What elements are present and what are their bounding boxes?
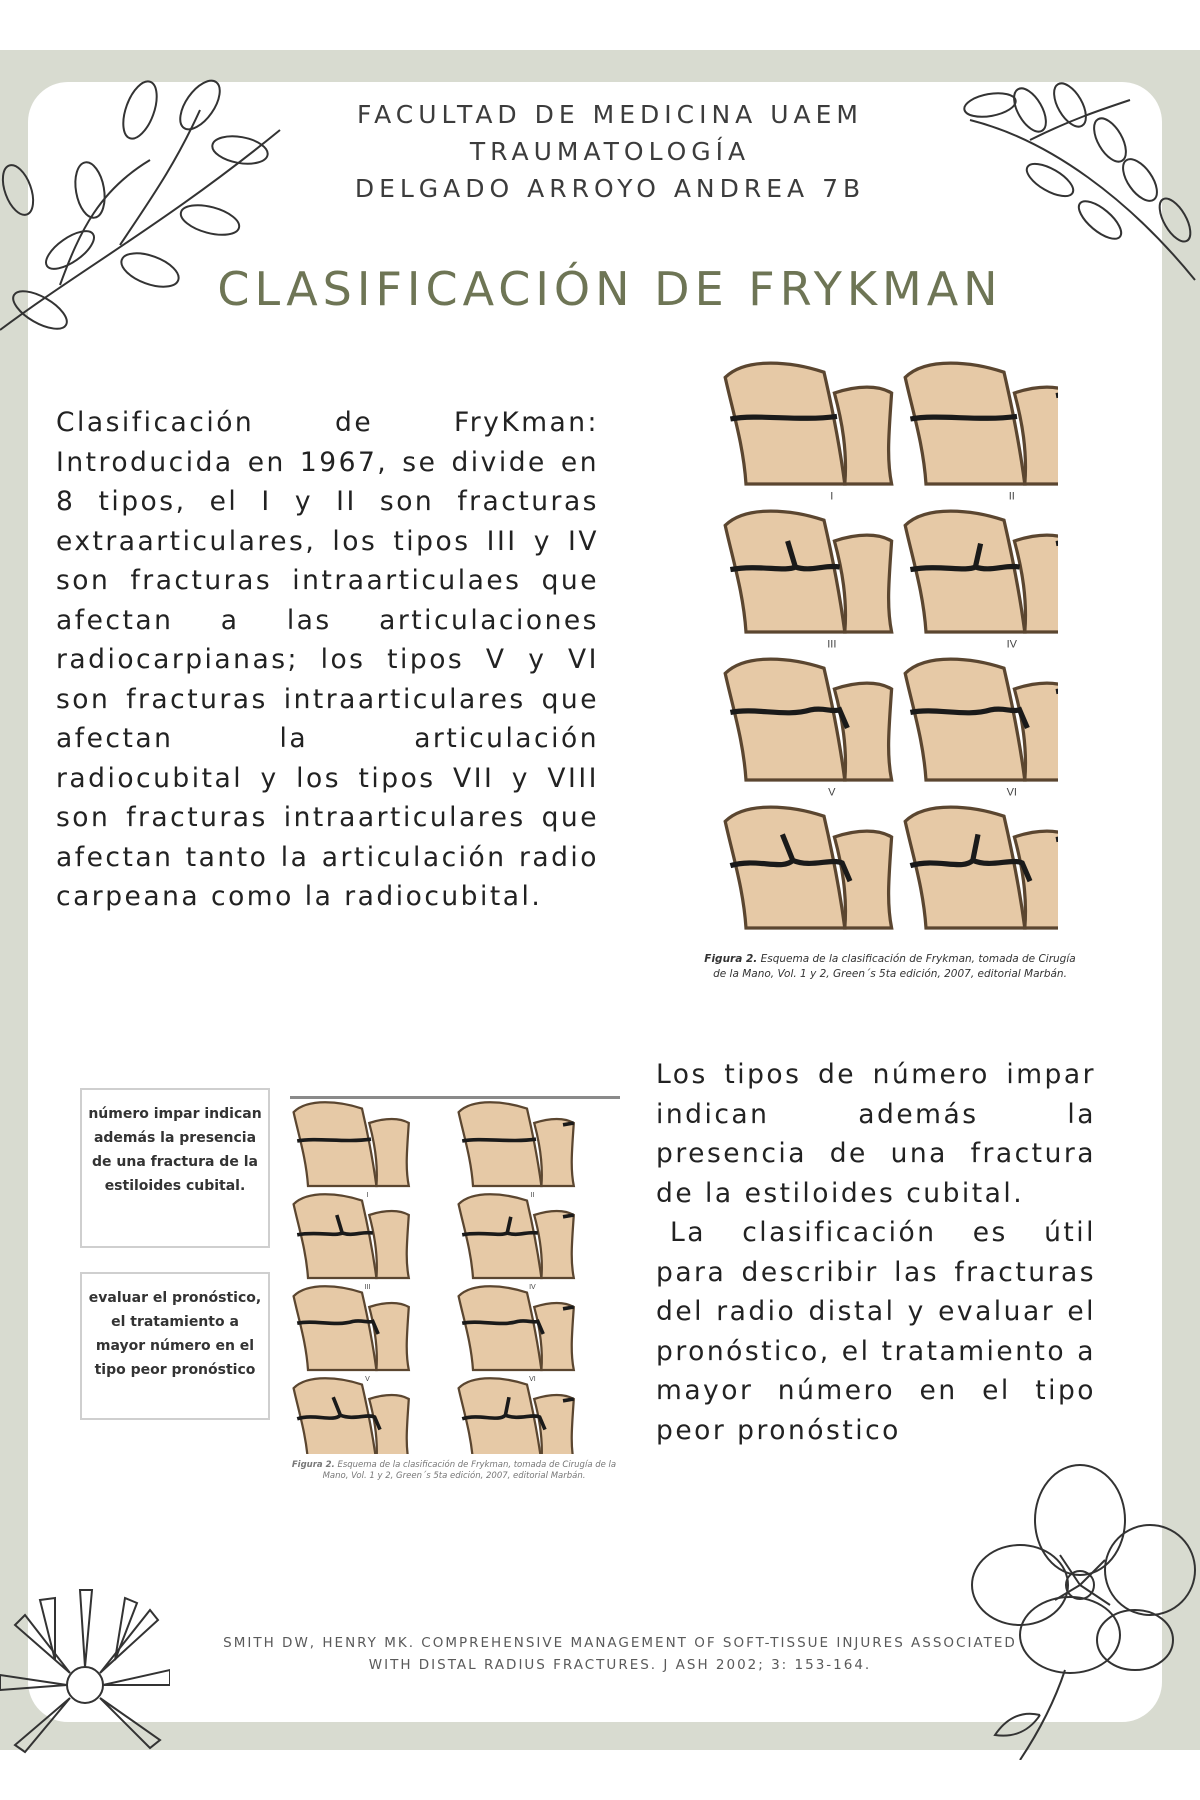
subject-line: TRAUMATOLOGÍA: [469, 137, 751, 166]
fracture-type-6-illustration: [905, 659, 1058, 780]
fracture-type-4-illustration: [905, 511, 1058, 632]
intro-text-block: [56, 403, 599, 917]
small-figure-caption-text: Esquema de la clasificación de Frykman, tomada de Cirugía de la Mano, Vol. 1 y 2, Green´s 5ta edición, 2007, editorial Marbán.: [322, 1460, 617, 1481]
fracture-type-5-illustration: [725, 659, 891, 780]
header: [260, 96, 960, 207]
fracture-type-label: V: [828, 786, 836, 799]
fracture-type-7-illustration: [294, 1375, 409, 1454]
fracture-type-1-illustration: [725, 363, 891, 484]
fracture-type-6-illustration: [459, 1283, 574, 1370]
author-line: DELGADO ARROYO ANDREA 7B: [354, 174, 866, 203]
main-figure-caption-text: Esquema de la clasificación de Frykman, tomada de Cirugía de la Mano, Vol. 1 y 2, Green´s 5ta edición, 2007, editorial Marbán.: [713, 953, 1076, 980]
page-title: CLASIFICACIÓN DE FRYKMAN: [217, 262, 1003, 316]
usefulness-paragraph: La clasificación es útil para describir las fracturas del radio distal y evaluar el pronóstico, el tratamiento a mayor número en el tipo peor pronóstico: [656, 1217, 1096, 1446]
daisy-bottom-left-decoration: [0, 1570, 170, 1770]
fracture-type-label: I: [830, 490, 834, 503]
small-figure-caption: [284, 1460, 624, 1482]
flower-bottom-right-decoration: [960, 1460, 1200, 1760]
fracture-type-8-illustration: [905, 807, 1058, 928]
main-figure-caption-label: Figura 2.: [704, 953, 758, 965]
fracture-type-label: II: [530, 1191, 535, 1199]
note-box-odd-types: número impar indican además la presencia de una fractura de la estiloides cubital.: [80, 1088, 270, 1248]
note-box-prognosis: evaluar el pronóstico, el tratamiento a mayor número en el tipo peor pronóstico: [80, 1272, 270, 1420]
fracture-type-label: IV: [529, 1283, 536, 1291]
main-figure-caption: [700, 952, 1080, 982]
odd-types-paragraph: Los tipos de número impar indican además la presencia de una fractura de la estiloides cubital.: [656, 1059, 1096, 1209]
frykman-small-figure: [290, 1092, 620, 1454]
fracture-type-label: IV: [1006, 638, 1018, 651]
fracture-type-1-illustration: [294, 1102, 409, 1186]
bibliographic-reference: SMITH DW, HENRY MK. COMPREHENSIVE MANAGEMENT OF SOFT-TISSUE INJURES ASSOCIATED WITH DISTAL RADIUS FRACTURES. J ASH 2002; 3: 153-164.: [223, 1635, 1017, 1673]
fracture-type-7-illustration: [725, 807, 891, 928]
faculty-line: FACULTAD DE MEDICINA UAEM: [357, 100, 863, 129]
intro-paragraph: Clasificación de FryKman: Introducida en 1967, se divide en 8 tipos, el I y II son fracturas extraarticulares, los tipos III y IV son fracturas intraarticulaes que afectan a las articulaciones radiocarpianas; los tipos V y VI son fracturas intraarticulares que afectan la articulación radiocubital y los tipos VII y VIII son fracturas intraarticulares que afectan tanto la articulación radio carpeana como la radiocubital.: [56, 407, 599, 912]
fracture-type-label: [1004, 935, 1021, 936]
fracture-type-label: VI: [529, 1375, 536, 1383]
fracture-type-4-illustration: [459, 1191, 574, 1278]
fracture-type-label: VI: [1006, 786, 1018, 799]
fracture-type-2-illustration: [905, 363, 1058, 484]
fracture-type-3-illustration: [725, 511, 891, 632]
small-figure-caption-label: Figura 2.: [291, 1460, 335, 1470]
frykman-classification-figure: [718, 352, 1058, 936]
fracture-type-2-illustration: [459, 1102, 574, 1186]
explanation-text-block: [656, 1055, 1096, 1450]
fracture-type-8-illustration: [459, 1375, 574, 1454]
fracture-type-label: II: [1008, 490, 1015, 503]
fracture-type-label: V: [365, 1375, 370, 1383]
fracture-type-label: [825, 935, 838, 936]
fracture-type-label: III: [364, 1283, 371, 1291]
fracture-type-3-illustration: [294, 1191, 409, 1278]
fracture-type-5-illustration: [294, 1283, 409, 1370]
leaf-branch-top-right-decoration: [960, 80, 1200, 290]
fracture-type-label: I: [366, 1191, 369, 1199]
fracture-type-label: III: [827, 638, 837, 651]
